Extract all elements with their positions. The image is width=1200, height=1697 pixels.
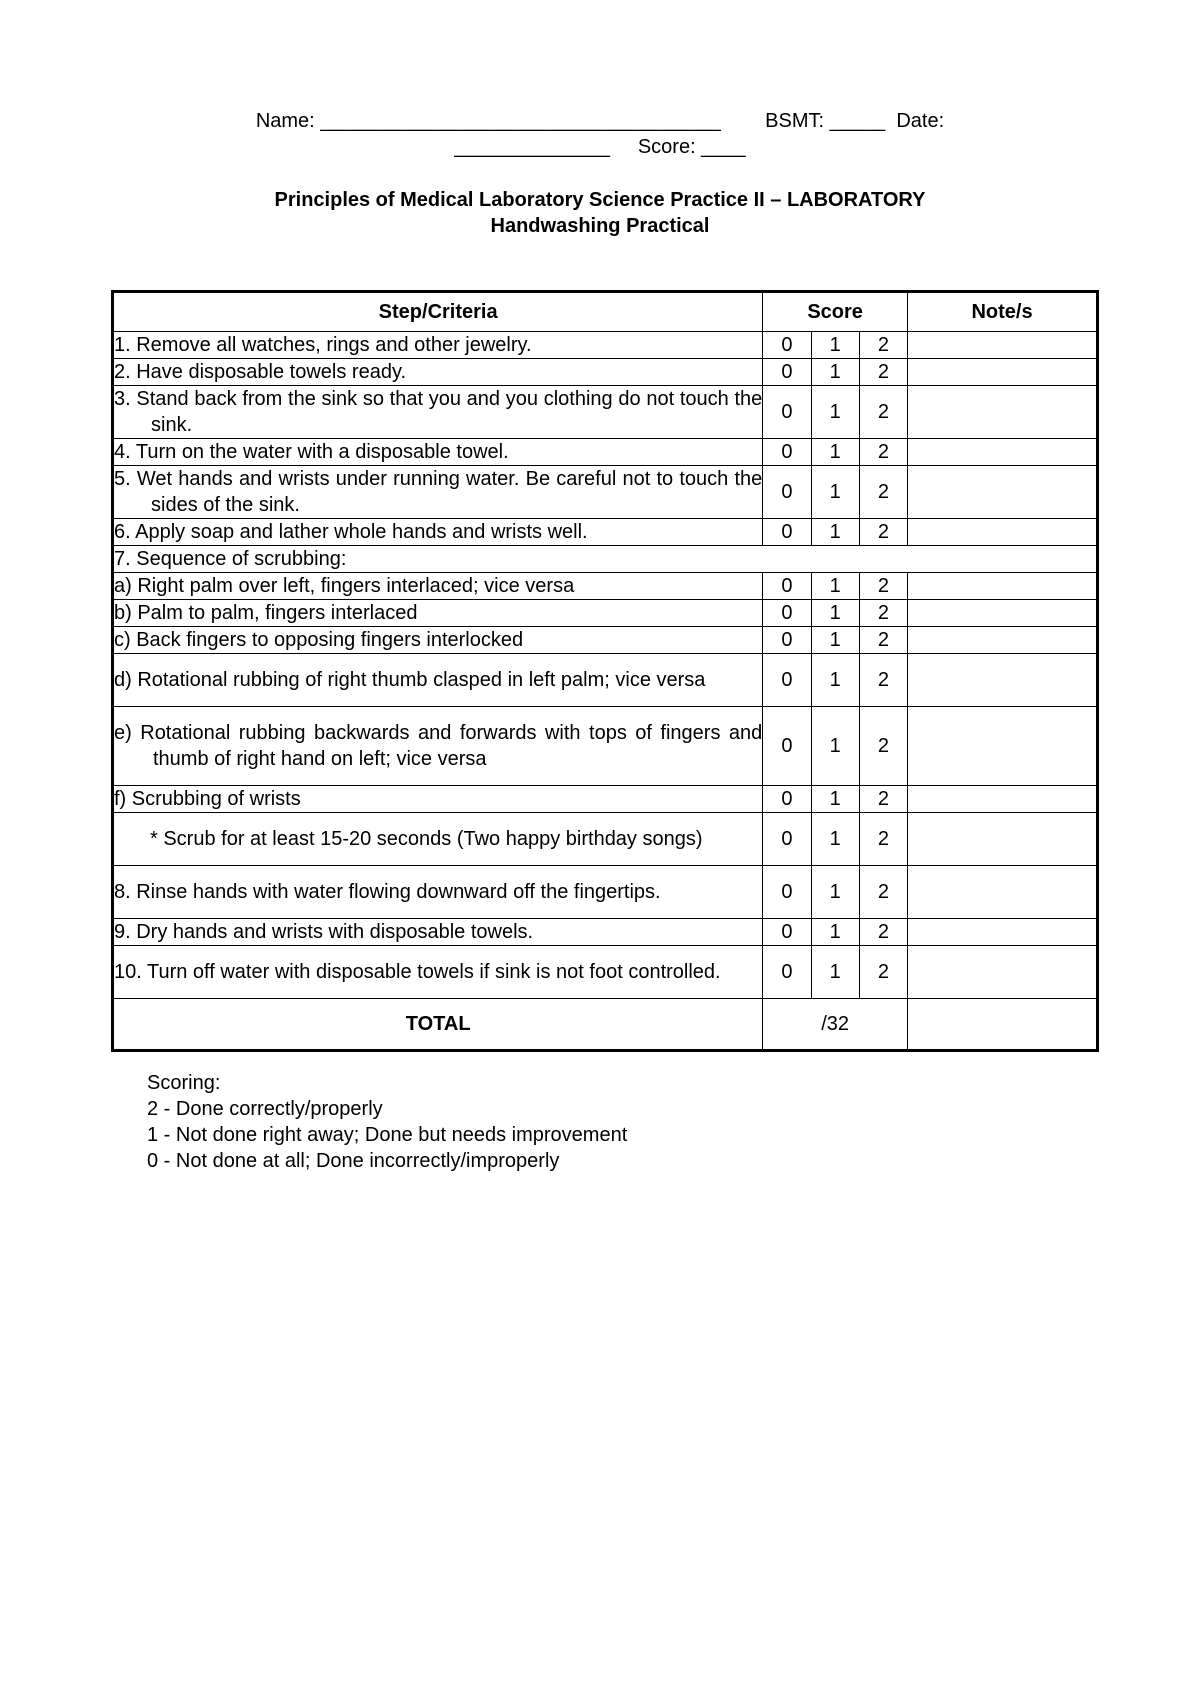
table-row — [113, 707, 1098, 786]
date-score-line: ______________ Score: ____ — [454, 136, 746, 158]
notes-cell[interactable] — [908, 600, 1098, 627]
score-option-1[interactable]: 1 — [811, 600, 859, 627]
score-option-0[interactable]: 0 — [763, 386, 811, 439]
notes-header: Note/s — [908, 292, 1098, 332]
criteria-text: d) Rotational rubbing of right thumb clasped in left palm; vice versa — [114, 669, 706, 691]
score-option-2[interactable]: 2 — [859, 866, 907, 919]
score-option-0[interactable]: 0 — [763, 919, 811, 946]
table-row — [113, 386, 1098, 439]
practical-title: Handwashing Practical — [490, 215, 710, 237]
score-option-2[interactable]: 2 — [859, 600, 907, 627]
criteria-cell — [113, 332, 763, 359]
score-option-2[interactable]: 2 — [859, 707, 907, 786]
score-option-0[interactable]: 0 — [763, 627, 811, 654]
score-option-1[interactable]: 1 — [811, 466, 859, 519]
name-bsmt-date-line: Name: ____________________________________ BSMT: _____ Date: — [255, 110, 945, 132]
criteria-text: 7. Sequence of scrubbing: — [114, 548, 347, 570]
notes-cell[interactable] — [908, 866, 1098, 919]
criteria-cell — [113, 654, 763, 707]
table-row — [113, 546, 1098, 573]
score-option-2[interactable]: 2 — [859, 573, 907, 600]
notes-cell[interactable] — [908, 627, 1098, 654]
table-row — [113, 439, 1098, 466]
table-row — [113, 786, 1098, 813]
table-row — [113, 946, 1098, 999]
score-option-2[interactable]: 2 — [859, 439, 907, 466]
score-option-2[interactable]: 2 — [859, 654, 907, 707]
criteria-cell — [113, 786, 763, 813]
criteria-cell — [113, 466, 763, 519]
table-row — [113, 600, 1098, 627]
score-option-1[interactable]: 1 — [811, 332, 859, 359]
score-option-0[interactable]: 0 — [763, 786, 811, 813]
table-row — [113, 573, 1098, 600]
scoring-item-1: 1 - Not done right away; Done but needs improvement — [147, 1124, 628, 1146]
criteria-cell — [113, 600, 763, 627]
criteria-text: e) Rotational rubbing backwards and forwards with tops of fingers and thumb of right hand on left; vice versa — [114, 722, 763, 770]
notes-cell[interactable] — [908, 919, 1098, 946]
table-row — [113, 813, 1098, 866]
score-option-1[interactable]: 1 — [811, 386, 859, 439]
table-header-row — [113, 292, 1098, 332]
total-notes-cell[interactable] — [908, 999, 1098, 1051]
document-title — [100, 187, 1100, 239]
notes-cell[interactable] — [908, 359, 1098, 386]
score-option-2[interactable]: 2 — [859, 386, 907, 439]
score-header: Score — [763, 292, 908, 332]
score-option-0[interactable]: 0 — [763, 707, 811, 786]
score-option-2[interactable]: 2 — [859, 332, 907, 359]
table-row — [113, 466, 1098, 519]
criteria-cell — [113, 707, 763, 786]
criteria-text: 4. Turn on the water with a disposable towel. — [114, 441, 509, 463]
table-row — [113, 359, 1098, 386]
score-option-2[interactable]: 2 — [859, 813, 907, 866]
notes-cell[interactable] — [908, 654, 1098, 707]
student-info-header — [140, 108, 1060, 160]
table-row — [113, 919, 1098, 946]
criteria-text: 3. Stand back from the sink so that you and you clothing do not touch the sink. — [114, 388, 763, 436]
score-option-1[interactable]: 1 — [811, 866, 859, 919]
criteria-text: c) Back fingers to opposing fingers interlocked — [114, 629, 524, 651]
criteria-cell — [113, 813, 763, 866]
criteria-cell — [113, 627, 763, 654]
score-option-2[interactable]: 2 — [859, 627, 907, 654]
scoring-title: Scoring: — [147, 1072, 221, 1094]
criteria-text: 10. Turn off water with disposable towels if sink is not foot controlled. — [114, 961, 721, 983]
score-option-1[interactable]: 1 — [811, 654, 859, 707]
total-row — [113, 999, 1098, 1051]
criteria-text: a) Right palm over left, fingers interlaced; vice versa — [114, 575, 575, 597]
score-option-1[interactable]: 1 — [811, 359, 859, 386]
criteria-cell — [113, 519, 763, 546]
score-option-1[interactable]: 1 — [811, 919, 859, 946]
criteria-cell — [113, 546, 1098, 573]
score-option-0[interactable]: 0 — [763, 573, 811, 600]
score-option-0[interactable]: 0 — [763, 654, 811, 707]
score-option-0[interactable]: 0 — [763, 439, 811, 466]
notes-cell[interactable] — [908, 786, 1098, 813]
notes-cell[interactable] — [908, 573, 1098, 600]
criteria-text: 2. Have disposable towels ready. — [114, 361, 407, 383]
score-option-0[interactable]: 0 — [763, 600, 811, 627]
score-option-2[interactable]: 2 — [859, 946, 907, 999]
score-option-1[interactable]: 1 — [811, 786, 859, 813]
criteria-cell — [113, 866, 763, 919]
score-option-2[interactable]: 2 — [859, 919, 907, 946]
criteria-text: * Scrub for at least 15-20 seconds (Two happy birthday songs) — [150, 828, 703, 850]
total-label: TOTAL — [113, 999, 763, 1051]
step-criteria-header: Step/Criteria — [113, 292, 763, 332]
score-option-2[interactable]: 2 — [859, 519, 907, 546]
criteria-text: 5. Wet hands and wrists under running water. Be careful not to touch the sides of the sink. — [114, 468, 763, 516]
criteria-cell — [113, 919, 763, 946]
course-title: Principles of Medical Laboratory Science Practice II – LABORATORY — [274, 189, 926, 211]
criteria-text: 1. Remove all watches, rings and other jewelry. — [114, 334, 532, 356]
score-option-0[interactable]: 0 — [763, 466, 811, 519]
notes-cell[interactable] — [908, 439, 1098, 466]
total-score: /32 — [763, 999, 908, 1051]
notes-cell[interactable] — [908, 707, 1098, 786]
notes-cell[interactable] — [908, 519, 1098, 546]
handwashing-rubric-table — [111, 290, 1099, 1052]
criteria-cell — [113, 386, 763, 439]
table-row — [113, 654, 1098, 707]
score-option-1[interactable]: 1 — [811, 573, 859, 600]
criteria-text: 8. Rinse hands with water flowing downward off the fingertips. — [114, 881, 661, 903]
notes-cell[interactable] — [908, 466, 1098, 519]
table-row — [113, 332, 1098, 359]
score-option-2[interactable]: 2 — [859, 359, 907, 386]
criteria-text: 6. Apply soap and lather whole hands and wrists well. — [114, 521, 588, 543]
score-option-1[interactable]: 1 — [811, 627, 859, 654]
score-option-1[interactable]: 1 — [811, 707, 859, 786]
criteria-cell — [113, 946, 763, 999]
score-option-1[interactable]: 1 — [811, 439, 859, 466]
criteria-cell — [113, 439, 763, 466]
notes-cell[interactable] — [908, 386, 1098, 439]
scoring-item-0: 0 - Not done at all; Done incorrectly/improperly — [147, 1150, 560, 1172]
scoring-legend — [147, 1070, 847, 1174]
criteria-text: b) Palm to palm, fingers interlaced — [114, 602, 418, 624]
score-option-0[interactable]: 0 — [763, 866, 811, 919]
table-row — [113, 627, 1098, 654]
score-option-0[interactable]: 0 — [763, 332, 811, 359]
score-option-1[interactable]: 1 — [811, 946, 859, 999]
score-option-0[interactable]: 0 — [763, 813, 811, 866]
score-option-0[interactable]: 0 — [763, 946, 811, 999]
notes-cell[interactable] — [908, 946, 1098, 999]
criteria-cell — [113, 359, 763, 386]
table-row — [113, 866, 1098, 919]
score-option-1[interactable]: 1 — [811, 813, 859, 866]
notes-cell[interactable] — [908, 813, 1098, 866]
table-row — [113, 519, 1098, 546]
score-option-2[interactable]: 2 — [859, 786, 907, 813]
score-option-2[interactable]: 2 — [859, 466, 907, 519]
score-option-0[interactable]: 0 — [763, 359, 811, 386]
criteria-text: 9. Dry hands and wrists with disposable towels. — [114, 921, 534, 943]
score-option-1[interactable]: 1 — [811, 519, 859, 546]
scoring-item-2: 2 - Done correctly/properly — [147, 1098, 383, 1120]
criteria-text: f) Scrubbing of wrists — [114, 788, 301, 810]
criteria-cell — [113, 573, 763, 600]
rubric-body — [113, 332, 1098, 999]
notes-cell[interactable] — [908, 332, 1098, 359]
score-option-0[interactable]: 0 — [763, 519, 811, 546]
